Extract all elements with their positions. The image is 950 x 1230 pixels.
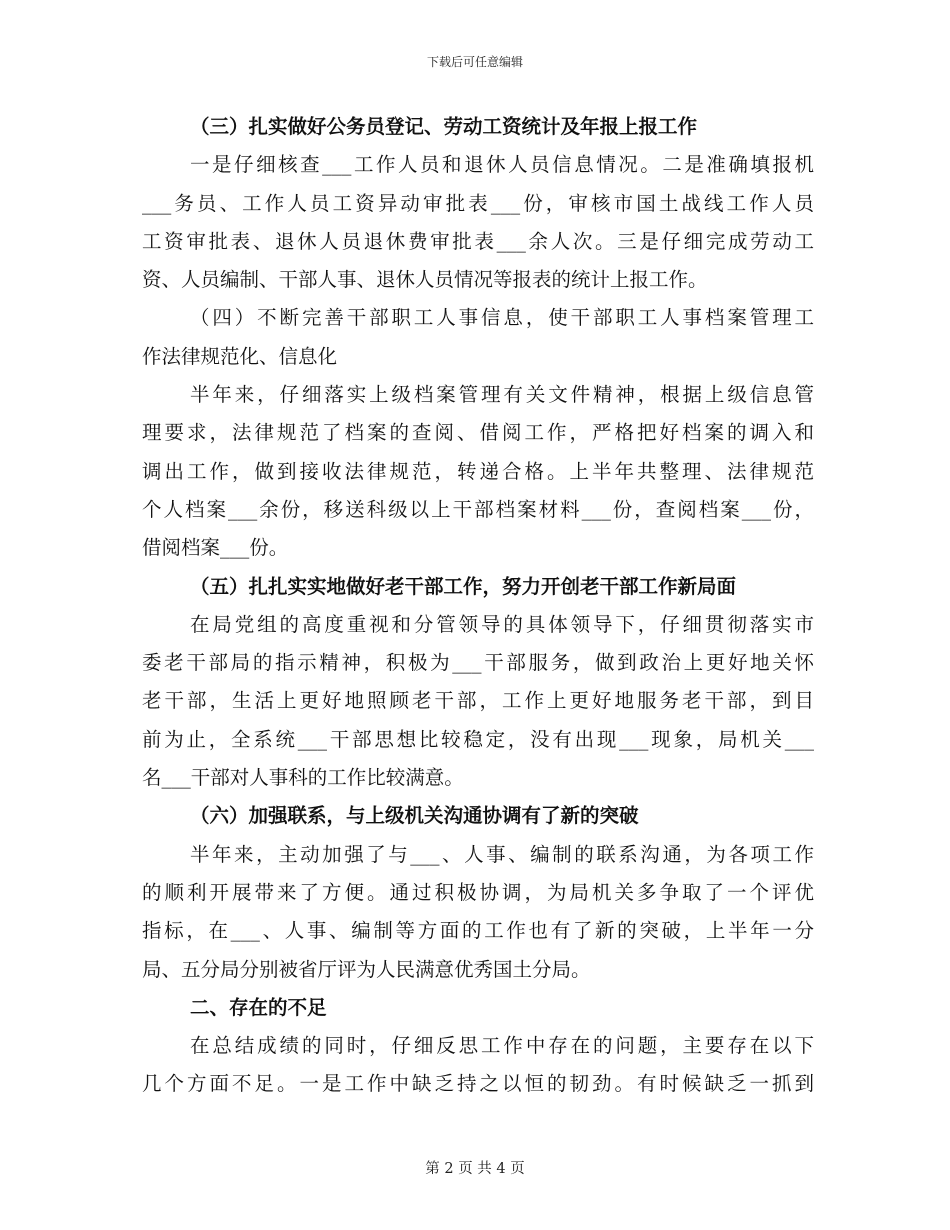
- paragraph-line: 个人档案___余份，移送科级以上干部档案材料___份，查阅档案___份，: [142, 497, 814, 521]
- paragraph-line: 几个方面不足。一是工作中缺乏持之以恒的韧劲。有时候缺乏一抓到: [142, 1072, 814, 1096]
- section-heading-line: （五）扎扎实实地做好老干部工作，努力开创老干部工作新局面: [190, 574, 737, 598]
- section-heading-line: 二、存在的不足: [190, 995, 327, 1019]
- paragraph-line: 的顺利开展带来了方便。通过积极协调，为局机关多争取了一个评优: [142, 880, 814, 904]
- paragraph-line: 前为止，全系统___干部思想比较稳定，没有出现___现象，局机关___: [142, 727, 814, 751]
- paragraph-line: ___务员、工作人员工资异动审批表___份，审核市国土战线工作人员: [142, 191, 814, 215]
- paragraph-line: 委老干部局的指示精神，积极为___干部服务，做到政治上更好地关怀: [142, 651, 814, 675]
- paragraph-line: 在总结成绩的同时，仔细反思工作中存在的问题，主要存在以下: [190, 1034, 814, 1058]
- paragraph-line: 半年来，主动加强了与___、人事、编制的联系沟通，为各项工作: [190, 842, 814, 866]
- paragraph-line: 局、五分局分别被省厅评为人民满意优秀国土分局。: [142, 957, 591, 981]
- paragraph-line: 老干部，生活上更好地照顾老干部，工作上更好地服务老干部，到目: [142, 689, 814, 713]
- paragraph-line: 半年来，仔细落实上级档案管理有关文件精神，根据上级信息管: [190, 383, 814, 407]
- paragraph-line: 指标，在___、人事、编制等方面的工作也有了新的突破，上半年一分: [142, 919, 814, 943]
- paragraph-line: （四）不断完善干部职工人事信息，使干部职工人事档案管理工: [190, 306, 814, 330]
- paragraph-line: 资、人员编制、干部人事、退休人员情况等报表的统计上报工作。: [142, 268, 708, 292]
- paragraph-line: 名___干部对人事科的工作比较满意。: [142, 766, 464, 790]
- paragraph-line: 调出工作，做到接收法律规范，转递合格。上半年共整理、法律规范: [142, 459, 814, 483]
- paragraph-line: 一是仔细核查___工作人员和退休人员信息情况。二是准确填报机: [190, 153, 814, 177]
- document-body: [142, 108, 814, 1104]
- paragraph-line: 在局党组的高度重视和分管领导的具体领导下，仔细贯彻落实市: [190, 612, 814, 636]
- paragraph-line: 作法律规范化、信息化: [142, 344, 338, 368]
- header-note: 下载后可任意编辑: [426, 55, 523, 69]
- page-number: 第 2 页 共 4 页: [425, 1161, 525, 1177]
- paragraph-line: 工资审批表、退休人员退休费审批表___余人次。三是仔细完成劳动工: [142, 229, 814, 253]
- section-heading-line: （三）扎实做好公务员登记、劳动工资统计及年报上报工作: [190, 115, 698, 138]
- section-heading-line: （六）加强联系，与上级机关沟通协调有了新的突破: [190, 804, 639, 828]
- paragraph-line: 借阅档案___份。: [142, 536, 289, 560]
- paragraph-line: 理要求，法律规范了档案的查阅、借阅工作，严格把好档案的调入和: [142, 421, 814, 445]
